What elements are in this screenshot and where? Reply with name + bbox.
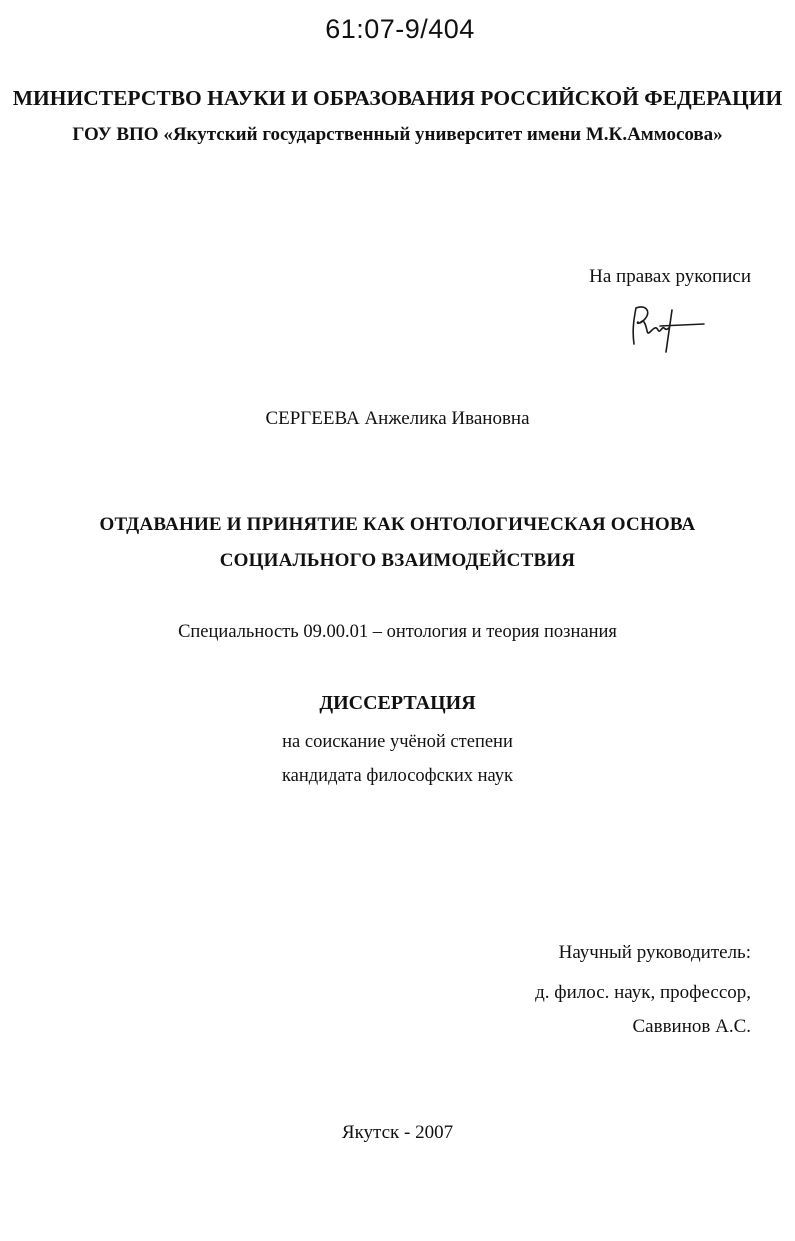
university-heading: ГОУ ВПО «Якутский государственный университет имени М.К.Аммосова» [72,124,723,145]
degree-line-1: на соискание учёной степени [282,732,513,752]
specialty-line: Специальность 09.00.01 – онтология и теория познания [178,622,617,642]
ministry-heading: МИНИСТЕРСТВО НАУКИ И ОБРАЗОВАНИЯ РОССИЙСКОЙ ФЕДЕРАЦИИ [12,86,783,110]
degree-line-2: кандидата философских наук [281,766,514,786]
archive-stamp-code: 61:07-9/404 [325,14,475,44]
supervisor-name: Саввинов А.С. [632,1016,751,1037]
author-name: СЕРГЕЕВА Анжелика Ивановна [265,408,530,429]
supervisor-credentials: д. филос. наук, профессор, [535,982,751,1003]
signature-icon [626,300,710,356]
work-type-heading: ДИССЕРТАЦИЯ [319,692,476,714]
city-year: Якутск - 2007 [341,1122,454,1143]
thesis-title-line-1: ОТДАВАНИЕ И ПРИНЯТИЕ КАК ОНТОЛОГИЧЕСКАЯ ОСНОВА [99,514,696,535]
supervisor-label: Научный руководитель: [558,942,751,963]
manuscript-rights-note: На правах рукописи [589,266,751,287]
thesis-title-line-2: СОЦИАЛЬНОГО ВЗАИМОДЕЙСТВИЯ [219,550,576,571]
